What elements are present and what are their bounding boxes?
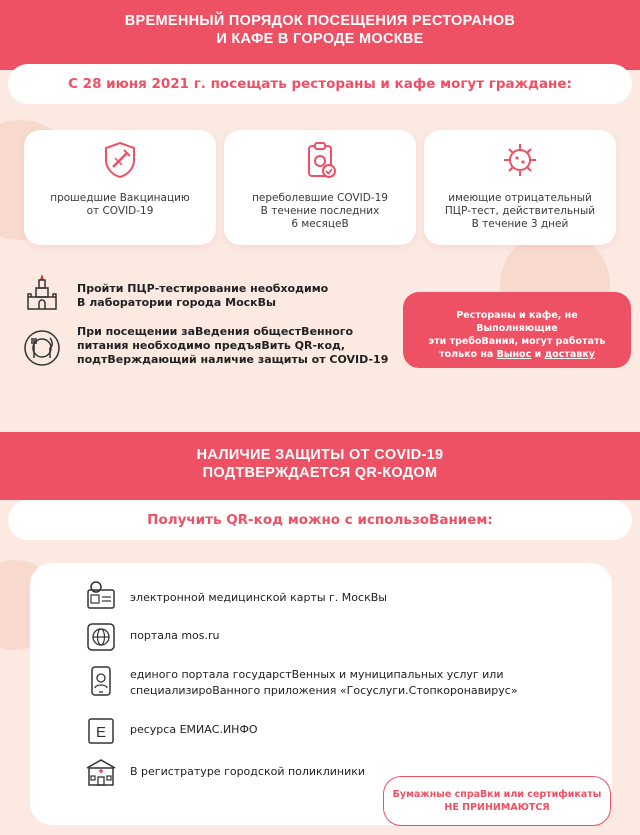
qr-banner-line1: НАЛИЧИЕ ЗАЩИТЫ ОТ COVID-19 xyxy=(196,447,444,463)
card-vaccinated xyxy=(24,130,216,245)
rule-line: питания необходимо предъяВить QR-код, xyxy=(77,339,346,352)
intro-pill xyxy=(8,64,632,104)
warning-line xyxy=(415,348,619,361)
warning-delivery: доставку xyxy=(544,349,595,360)
source-line: электронной медицинской карты г. МоскВы xyxy=(130,591,387,604)
card-line: от COVID-19 xyxy=(86,205,154,217)
source-line: портала mos.ru xyxy=(130,629,220,642)
rule-qr-text xyxy=(77,325,388,367)
warning-line: эти требоВания, могут работать xyxy=(428,336,606,347)
vaccine-shield-icon xyxy=(100,140,140,180)
rule-pcr-text xyxy=(77,282,328,310)
qr-banner-line2: ПОДТВЕРЖДАЕТСЯ QR-КОДОМ xyxy=(202,465,438,481)
card-line: В течение последних xyxy=(260,205,380,217)
takeaway-warning xyxy=(403,292,631,368)
phone-app-icon xyxy=(86,666,116,696)
card-line: имеющие отрицательный xyxy=(448,192,592,204)
qr-intro-pill xyxy=(8,500,632,540)
card-recovered xyxy=(224,130,416,245)
header-banner xyxy=(0,0,640,70)
card-line: переболевшие COVID-19 xyxy=(252,192,388,204)
svg-text:E: E xyxy=(95,724,107,741)
card-line: ПЦР-тест, действительный xyxy=(444,205,596,217)
header-title-line2: И КАФЕ В ГОРОДЕ МОСКВЕ xyxy=(216,31,424,47)
rule-line: В лаборатории города МоскВы xyxy=(77,296,276,309)
virus-icon xyxy=(500,140,540,180)
warning-line: Рестораны и кафе, не Выполняющие xyxy=(456,310,578,334)
clinic-building-icon xyxy=(86,757,116,787)
card-negative-test xyxy=(424,130,616,245)
rule-line: Пройти ПЦР-тестирование необходимо xyxy=(77,282,329,295)
source-mos-ru xyxy=(130,628,530,644)
warning-takeaway: Вынос xyxy=(496,349,532,360)
warning-text: только на xyxy=(439,349,497,360)
plate-cutlery-icon xyxy=(22,328,62,368)
card-line: прошедшие Вакцинацию xyxy=(50,192,190,204)
card-line: 6 месяцеВ xyxy=(291,218,349,230)
intro-text: С 28 июня 2021 г. посещать рестораны и кафе могут граждане: xyxy=(68,76,572,92)
card-line: В течение 3 дней xyxy=(471,218,569,230)
rule-line: При посещении заВедения общестВенного xyxy=(77,325,354,338)
medical-card-icon xyxy=(86,580,116,610)
note-line: Бумажные спраВки или сертификаты xyxy=(392,789,602,800)
source-gosuslugi xyxy=(130,667,530,699)
rule-line: подтВерждающий наличие защиты от COVID-19 xyxy=(77,353,389,366)
source-medical-card xyxy=(130,590,530,606)
paper-certificates-note xyxy=(383,776,611,826)
globe-icon xyxy=(86,622,116,652)
note-line: НЕ ПРИНИМАЮТСЯ xyxy=(444,802,550,813)
kremlin-tower-icon xyxy=(22,272,62,312)
source-line: специализироВанного приложения «Госуслуги.Стопкоронавирус» xyxy=(130,684,518,697)
qr-intro-text: Получить QR-код можно с использоВанием: xyxy=(147,512,493,528)
letter-e-icon xyxy=(86,716,116,746)
header-title-line1: ВРЕМЕННЫЙ ПОРЯДОК ПОСЕЩЕНИЯ РЕСТОРАНОВ xyxy=(124,13,516,29)
source-line: ресурса ЕМИАС.ИНФО xyxy=(130,723,258,736)
qr-banner xyxy=(0,432,640,500)
warning-text: и xyxy=(531,349,545,360)
clipboard-virus-icon xyxy=(300,140,340,180)
source-line: В регистратуре городской поликлиники xyxy=(130,765,366,778)
source-line: единого портала государстВенных и муниципальных услуг или xyxy=(130,668,504,681)
source-emias xyxy=(130,722,530,738)
